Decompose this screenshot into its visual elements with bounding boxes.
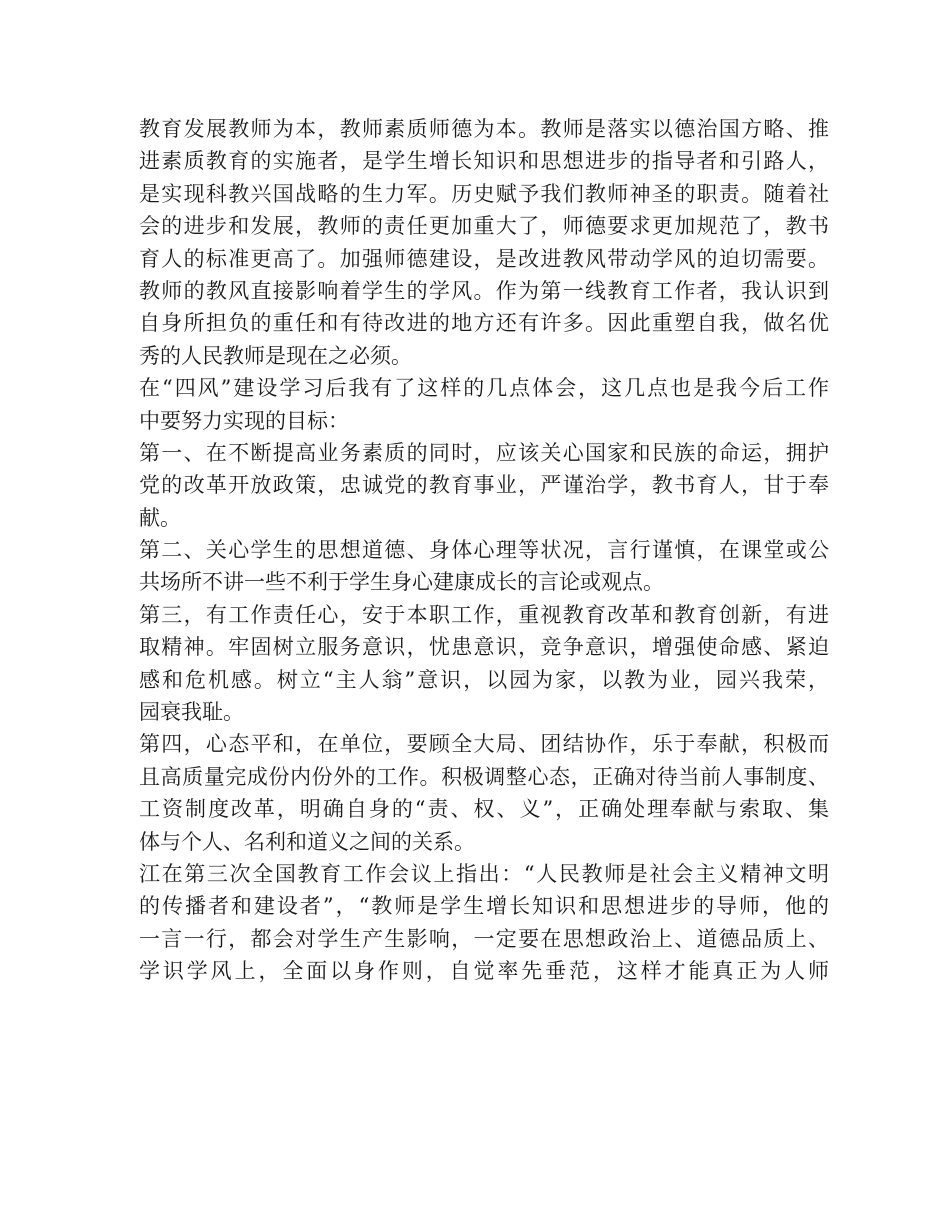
text-line: 第一、在不断提高业务素质的同时，应该关心国家和民族的命运，拥护 — [139, 440, 829, 465]
text-line: 且高质量完成份内份外的工作。积极调整心态，正确对待当前人事制度、 — [139, 764, 829, 789]
text-line: 会的进步和发展，教师的责任更加重大了，师德要求更加规范了，教书 — [139, 214, 829, 239]
text-line: 是实现科教兴国战略的生力军。历史赋予我们教师神圣的职责。随着社 — [139, 181, 829, 206]
text-line: 工资制度改革，明确自身的“责、权、义”，正确处理奉献与索取、集 — [139, 797, 829, 822]
text-line: 第三，有工作责任心，安于本职工作，重视教育改革和教育创新，有进 — [139, 602, 829, 627]
text-line: 献。 — [139, 505, 181, 530]
text-line: 的传播者和建设者”，“教师是学生增长知识和思想进步的导师，他的 — [139, 894, 829, 919]
text-line: 秀的人民教师是现在之必须。 — [139, 343, 412, 368]
text-line: 进素质教育的实施者，是学生增长知识和思想进步的指导者和引路人， — [139, 149, 829, 174]
text-line: 在“四风”建设学习后我有了这样的几点体会，这几点也是我今后工作 — [139, 376, 829, 401]
text-line: 一言一行，都会对学生产生影响，一定要在思想政治上、道德品质上、 — [139, 926, 829, 951]
text-line: 教育发展教师为本，教师素质师德为本。教师是落实以德治国方略、推 — [139, 117, 829, 141]
text-line: 体与个人、名利和道义之间的关系。 — [139, 829, 475, 854]
text-line: 园衰我耻。 — [139, 700, 244, 725]
document-page — [139, 113, 829, 988]
text-line: 学识学风上，全面以身作则，自觉率先垂范，这样才能真正为人师 — [139, 959, 829, 984]
text-line: 教师的教风直接影响着学生的学风。作为第一线教育工作者，我认识到 — [139, 278, 829, 303]
text-line: 取精神。牢固树立服务意识，忧患意识，竞争意识，增强使命感、紧迫 — [139, 635, 829, 660]
text-line: 第二、关心学生的思想道德、身体心理等状况，言行谨慎，在课堂或公 — [139, 538, 829, 563]
text-line: 江在第三次全国教育工作会议上指出：“人民教师是社会主义精神文明 — [139, 861, 829, 886]
text-line: 感和危机感。树立“主人翁”意识，以园为家，以教为业，园兴我荣， — [139, 667, 829, 692]
text-line: 党的改革开放政策，忠诚党的教育事业，严谨治学，教书育人，甘于奉 — [139, 473, 829, 498]
text-line: 中要努力实现的目标： — [139, 408, 349, 433]
text-line: 共场所不讲一些不利于学生身心建康成长的言论或观点。 — [139, 570, 664, 595]
text-line: 第四，心态平和，在单位，要顾全大局、团结协作，乐于奉献，积极而 — [139, 732, 829, 757]
text-line: 自身所担负的重任和有待改进的地方还有许多。因此重塑自我，做名优 — [139, 311, 829, 336]
text-line: 育人的标准更高了。加强师德建设，是改进教风带动学风的迫切需要。 — [139, 246, 829, 271]
